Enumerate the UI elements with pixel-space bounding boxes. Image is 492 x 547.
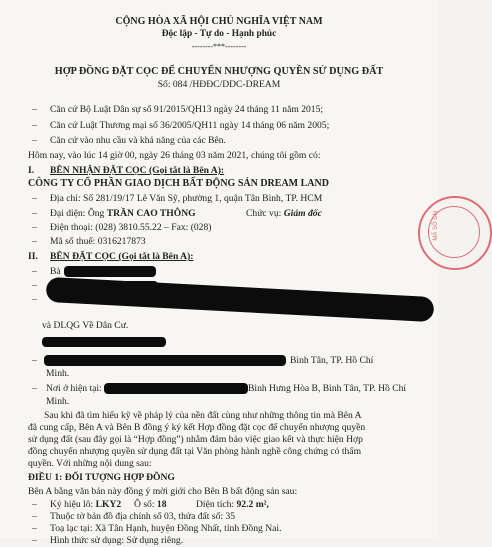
location-info: Toạ lạc tại: Xã Tân Hạnh, huyện Đồng Nhất, tỉnh Đồng Nai. [50,523,282,534]
area-label: Diện tích: [196,499,237,510]
lot-value: LKY2 [95,499,122,510]
motto: Độc lập - Tự do - Hạnh phúc [161,29,277,39]
legal-basis-2: Căn cứ Luật Thương mại số 36/2005/QH11 ngày 14 tháng 06 năm 2005; [50,120,330,131]
party-b-heading: BÊN ĐẶT CỌC (Gọi tắt là Bên A): [50,251,194,262]
party-b-registry: và DLQG Về Dân Cư. [42,320,129,331]
agreement-line-3: sử dụng đất (sau đây gọi là “Hợp đồng”) nhằm đảm bảo việc giao kết và thực hiện Hợp [28,434,363,445]
lot-label: Ký hiệu lô: [50,499,96,510]
bullet: – [32,236,37,247]
bullet: – [32,294,37,305]
redacted-residence [44,355,286,366]
agreement-line-4: đồng chuyển nhượng quyền sử dụng đất tại Văn phòng hành nghề công chứng có thẩm [28,446,362,457]
bullet: – [32,104,37,115]
header-separator: --------***-------- [191,42,247,51]
bullet: – [32,499,37,510]
party-a-tax-code: Mã số thuế: 0316217873 [50,236,146,247]
redacted-name [64,266,156,277]
bullet: – [32,355,37,366]
current-address-tail-2: Minh. [46,396,70,407]
party-a-position [246,208,322,220]
rep-name: TRẦN CAO THÔNG [106,208,196,219]
section-num: I. [28,165,35,176]
intro-line: Hôm nay, vào lúc 14 giờ 00, ngày 26 tháng 03 năm 2021, chúng tôi gồm có: [28,150,321,161]
map-sheet-info: Thuộc tờ bản đồ địa chính số 03, thửa đất số: 35 [50,511,236,522]
position-label: Chức vụ: [246,208,284,219]
current-address-label: Nơi ở hiện tại: [46,383,102,394]
area-info [196,499,269,511]
rep-label: Đại diện: Ông [50,208,107,219]
redacted-id-info [46,277,435,322]
nation-header: CỘNG HÒA XÃ HỘI CHỦ NGHĨA VIỆT NAM [115,16,323,27]
agreement-line-2: đã cung cấp, Bên A và Bên B đồng ý ký kết Hợp đồng đặt cọc để chuyển nhượng quyền [28,422,366,433]
agreement-line-1: Sau khi đã tìm hiểu kỹ về pháp lý của nền đất cùng như những thông tin mà Bên A [44,410,362,421]
bullet: – [32,222,37,233]
bullet: – [32,523,37,534]
contract-title: HỢP ĐỒNG ĐẶT CỌC ĐỂ CHUYỂN NHƯỢNG QUYỀN SỬ DỤNG ĐẤT [54,66,384,77]
redacted-current-address [104,383,248,394]
bullet: – [32,535,37,546]
lot-info [50,499,121,511]
party-a-company: CÔNG TY CỔ PHẦN GIAO DỊCH BẤT ĐỘNG SẢN DREAM LAND [28,178,329,189]
article-1-lead: Bên A bằng văn bản này đồng ý mời giới cho Bên B bất động sản sau: [28,486,298,497]
company-stamp [418,196,492,270]
party-a-phone: Điện thoại: (028) 3810.55.22 – Fax: (028) [50,222,212,233]
bullet: – [32,266,37,277]
party-b-name-label: Bà [50,266,61,277]
party-a-address: Địa chỉ: Số 281/19/17 Lê Văn Sỹ, phường 1, quận Tân Bình, TP. HCM [50,193,323,204]
plot-value: 18 [156,499,167,510]
bullet: – [32,193,37,204]
plot-label: Ô số: [134,499,157,510]
party-a-heading: BÊN NHẬN ĐẶT CỌC (Gọi tắt là Bên A): [50,165,225,176]
position-value: Giám đốc [283,208,322,219]
bullet: – [32,208,37,219]
bullet: – [32,383,37,394]
current-address-tail: Bình Hưng Hòa B, Bình Tân, TP. Hồ Chí [248,383,407,394]
legal-basis-1: Căn cứ Bộ Luật Dân sự số 91/2015/QH13 ngày 24 tháng 11 năm 2015; [50,104,324,115]
plot-info [134,499,167,511]
redacted-field [42,337,166,347]
legal-basis-3: Căn cứ vào nhu cầu và khả năng của các Bên. [50,135,226,146]
bullet: – [32,135,37,146]
contract-number: Số: 084 /HĐĐC/DDC-DREAM [157,79,281,90]
stamp-text: MÃ SỐ DN [433,210,440,241]
area-value: 92.2 m², [236,499,269,510]
bullet: – [32,280,37,291]
party-a-representative [50,208,196,220]
residence-tail: Bình Tân, TP. Hồ Chí [290,355,374,366]
residence-tail-2: Minh. [46,368,70,379]
usage-form: Hình thức sử dụng: Sử dụng riêng. [50,535,184,546]
article-1-heading: ĐIỀU 1: ĐỐI TƯỢNG HỢP ĐỒNG [28,472,175,483]
agreement-line-5: quyền. Với những nội dung sau: [28,458,152,469]
bullet: – [32,120,37,131]
section-num: II. [28,251,38,262]
bullet: – [32,511,37,522]
